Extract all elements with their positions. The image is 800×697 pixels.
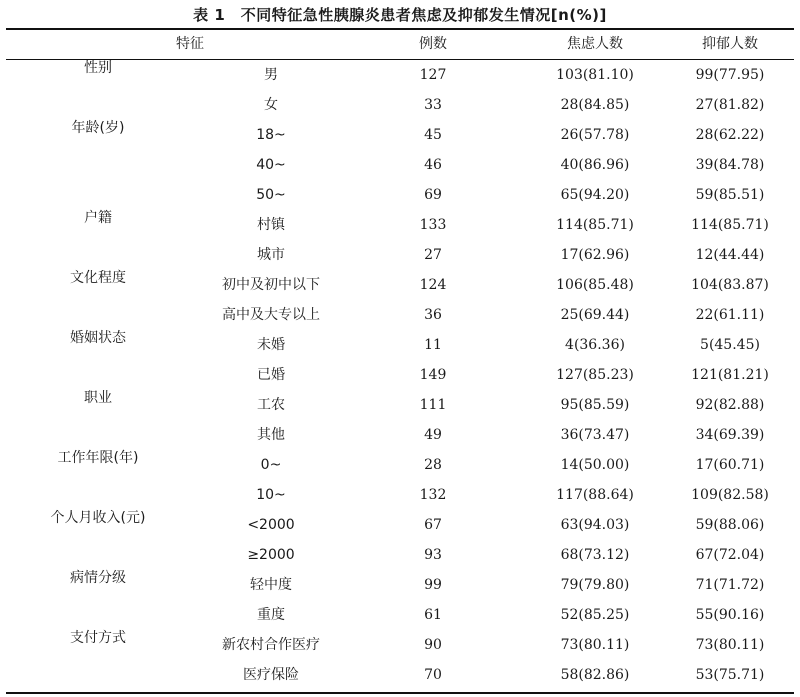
anxiety-cell: 28(84.85) — [560, 97, 630, 113]
group-label — [14, 233, 182, 263]
anxiety-cell: 52(85.25) — [560, 607, 630, 623]
group-label: 职业 — [84, 390, 112, 406]
count-cell: 28 — [424, 457, 442, 473]
depression-cell: 28(62.22) — [695, 127, 765, 143]
depression-cell: 104(83.87) — [691, 277, 769, 293]
count-cell: 124 — [419, 277, 447, 293]
depression-cell: 17(60.71) — [695, 457, 765, 473]
header-anxiety: 焦虑人数 — [567, 36, 623, 52]
count-cell: 99 — [424, 577, 442, 593]
subgroup-label: 城市 — [257, 247, 285, 263]
depression-cell: 114(85.71) — [691, 217, 769, 233]
depression-cell: 55(90.16) — [695, 607, 765, 623]
count-cell: 111 — [419, 397, 447, 413]
anxiety-cell: 68(73.12) — [560, 547, 630, 563]
subgroup-label: 18~ — [256, 127, 286, 143]
bottom-rule — [6, 692, 794, 694]
subgroup-label: 初中及初中以下 — [222, 277, 320, 293]
anxiety-cell: 95(85.59) — [560, 397, 630, 413]
count-cell: 11 — [424, 337, 442, 353]
anxiety-cell: 58(82.86) — [560, 667, 630, 683]
group-label — [14, 533, 182, 563]
subgroup-label: 轻中度 — [250, 577, 292, 593]
count-cell: 90 — [424, 637, 442, 653]
header-feature: 特征 — [176, 36, 204, 52]
anxiety-cell: 79(79.80) — [560, 577, 630, 593]
subgroup-label: <2000 — [247, 517, 295, 533]
anxiety-cell: 127(85.23) — [556, 367, 634, 383]
count-cell: 127 — [419, 67, 447, 83]
count-cell: 70 — [424, 667, 442, 683]
subgroup-label: 村镇 — [257, 217, 285, 233]
anxiety-cell: 114(85.71) — [556, 217, 634, 233]
depression-cell: 109(82.58) — [691, 487, 769, 503]
subgroup-label: ≥2000 — [247, 547, 295, 563]
subgroup-label: 新农村合作医疗 — [222, 637, 320, 653]
depression-cell: 71(71.72) — [695, 577, 765, 593]
subgroup-label: 高中及大专以上 — [222, 307, 320, 323]
group-label — [14, 353, 182, 383]
depression-cell: 34(69.39) — [695, 427, 765, 443]
group-label — [14, 293, 182, 323]
group-label — [14, 593, 182, 623]
count-cell: 27 — [424, 247, 442, 263]
anxiety-cell: 4(36.36) — [565, 337, 625, 353]
group-label — [14, 413, 182, 443]
anxiety-cell: 103(81.10) — [556, 67, 634, 83]
subgroup-label: 医疗保险 — [243, 667, 299, 683]
anxiety-cell: 117(88.64) — [556, 487, 634, 503]
count-cell: 149 — [419, 367, 447, 383]
group-label: 个人月收入(元) — [50, 510, 146, 526]
group-label — [14, 473, 182, 503]
anxiety-cell: 14(50.00) — [560, 457, 630, 473]
subgroup-label: 重度 — [257, 607, 285, 623]
table-row — [0, 660, 800, 690]
group-label — [14, 143, 182, 173]
count-cell: 36 — [424, 307, 442, 323]
depression-cell: 67(72.04) — [695, 547, 765, 563]
depression-cell: 92(82.88) — [695, 397, 765, 413]
subgroup-label: 50~ — [256, 187, 286, 203]
depression-cell: 121(81.21) — [691, 367, 769, 383]
subgroup-label: 男 — [264, 67, 278, 83]
header-depression: 抑郁人数 — [702, 36, 758, 52]
anxiety-cell: 106(85.48) — [556, 277, 634, 293]
subgroup-label: 0~ — [260, 457, 282, 473]
group-label — [14, 173, 182, 203]
subgroup-label: 其他 — [257, 427, 285, 443]
depression-cell: 59(88.06) — [695, 517, 765, 533]
subgroup-label: 40~ — [256, 157, 286, 173]
anxiety-cell: 17(62.96) — [560, 247, 630, 263]
group-label — [14, 83, 182, 113]
depression-cell: 12(44.44) — [695, 247, 765, 263]
group-label: 户籍 — [84, 210, 112, 226]
subgroup-label: 女 — [264, 97, 278, 113]
count-cell: 33 — [424, 97, 442, 113]
count-cell: 132 — [419, 487, 447, 503]
count-cell: 61 — [424, 607, 442, 623]
group-label: 文化程度 — [70, 270, 126, 286]
count-cell: 133 — [419, 217, 447, 233]
depression-cell: 99(77.95) — [695, 67, 765, 83]
group-label: 病情分级 — [70, 570, 126, 586]
anxiety-cell: 63(94.03) — [560, 517, 630, 533]
subgroup-label: 10~ — [256, 487, 286, 503]
table-title: 表 1 不同特征急性胰腺炎患者焦虑及抑郁发生情况[n(%)] — [193, 6, 607, 24]
depression-cell: 27(81.82) — [695, 97, 765, 113]
group-label: 性别 — [84, 60, 112, 76]
depression-cell: 59(85.51) — [695, 187, 765, 203]
count-cell: 67 — [424, 517, 442, 533]
anxiety-cell: 36(73.47) — [560, 427, 630, 443]
depression-cell: 22(61.11) — [695, 307, 765, 323]
count-cell: 93 — [424, 547, 442, 563]
depression-cell: 5(45.45) — [700, 337, 760, 353]
anxiety-cell: 40(86.96) — [560, 157, 630, 173]
subgroup-label: 已婚 — [257, 367, 285, 383]
count-cell: 69 — [424, 187, 442, 203]
group-label: 婚姻状态 — [70, 330, 126, 346]
group-label: 支付方式 — [70, 630, 126, 646]
depression-cell: 73(80.11) — [695, 637, 765, 653]
anxiety-cell: 26(57.78) — [560, 127, 630, 143]
subgroup-label: 工农 — [257, 397, 285, 413]
count-cell: 45 — [424, 127, 442, 143]
depression-cell: 53(75.71) — [695, 667, 765, 683]
anxiety-cell: 73(80.11) — [560, 637, 630, 653]
count-cell: 46 — [424, 157, 442, 173]
depression-cell: 39(84.78) — [695, 157, 765, 173]
subgroup-label: 未婚 — [257, 337, 285, 353]
count-cell: 49 — [424, 427, 442, 443]
group-label: 工作年限(年) — [57, 450, 139, 466]
anxiety-cell: 65(94.20) — [560, 187, 630, 203]
anxiety-cell: 25(69.44) — [560, 307, 630, 323]
group-label: 年龄(岁) — [71, 120, 125, 136]
header-count: 例数 — [419, 36, 447, 52]
group-label — [14, 653, 182, 683]
